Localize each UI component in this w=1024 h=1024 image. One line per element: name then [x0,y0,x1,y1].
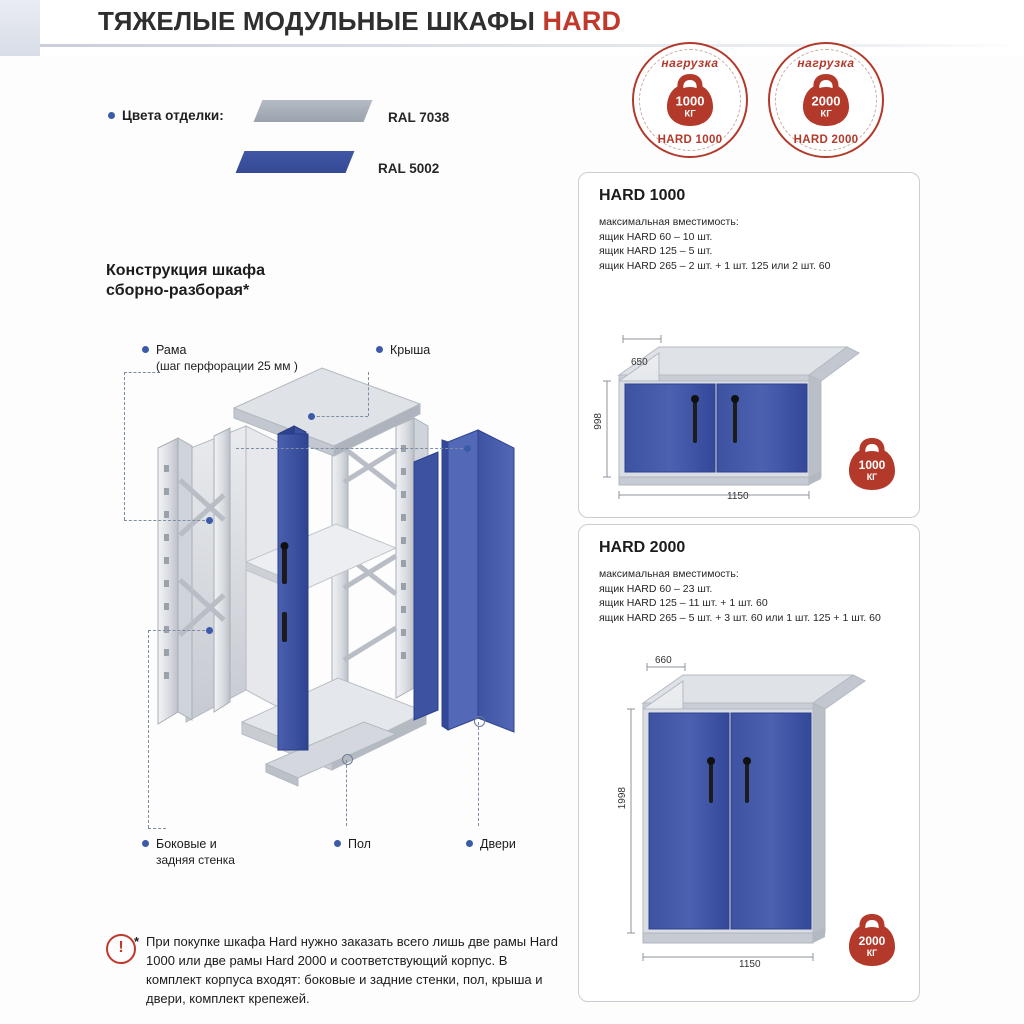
diagram-label-floor-text: Пол [348,837,371,851]
card-badge-text [841,459,903,483]
leader-line-roof [312,416,368,417]
footnote-star: * [134,934,140,949]
bullet-icon [142,346,149,353]
card-capacity-line: ящик HARD 265 – 2 шт. + 1 шт. 125 или 2 шт. 60 [599,259,831,272]
card-capacity [599,215,830,273]
construction-title [106,261,265,301]
seal-weight-unit: КГ [684,108,696,120]
seal-top-text: нагрузка [661,56,719,70]
page-title-accent: HARD [542,6,622,36]
bullet-icon [376,346,383,353]
seal-top-text: нагрузка [797,56,855,70]
seal-weight [634,94,746,120]
product-card-hard-2000 [578,524,920,1002]
leader-dot-frame [206,517,213,524]
card-badge-text [841,935,903,959]
dimension-height: 1998 [617,787,628,810]
diagram-label-frame-text: Рама [156,343,187,357]
dimension-width: 1150 [727,491,749,502]
diagram-label-roof-text: Крыша [390,343,431,357]
leader-line-frame-v [124,372,125,520]
card-badge-unit: КГ [866,472,878,482]
card-badge-1000 [841,433,903,495]
diagram-label-roof [376,342,430,358]
card-badge-weight: 2000 [858,934,886,948]
color-swatch-ral7038 [258,100,368,122]
leader-dot-roof [308,413,315,420]
footnote-text: При покупке шкафа Hard нужно заказать всего лишь две рамы Hard 1000 или две рамы Hard 2000 и соответствующий корпус. В комплект корпуса входят: боковые и задние стенки, пол, крыша и двери, комплект крепежей. [146,934,558,1006]
seal-weight [770,94,882,120]
exploded-diagram [96,330,576,890]
card-capacity-title: максимальная вместимость: [599,216,739,228]
color-swatch-ral5002 [240,151,350,173]
dimension-depth: 650 [631,357,648,368]
bullet-icon [108,112,115,119]
seal-weight-unit: КГ [820,108,832,120]
seal-weight-value: 1000 [675,93,705,109]
leader-line-sides-bottom [148,828,166,829]
card-badge-2000 [841,909,903,971]
page-title [98,6,621,37]
seal-bottom-text: HARD 2000 [793,134,859,146]
card-badge-weight: 1000 [858,458,886,472]
bullet-icon [466,840,473,847]
page-title-main: ТЯЖЕЛЫЕ МОДУЛЬНЫЕ ШКАФЫ [98,6,535,36]
color-swatch-ral5002-label: RAL 5002 [378,161,440,176]
bullet-icon [334,840,341,847]
diagram-label-floor [334,836,371,852]
diagram-label-sides-text2: задняя стенка [156,853,235,867]
seal-hard-2000 [768,42,884,158]
leader-line-door-mid [236,448,468,449]
dimension-height: 998 [593,413,604,430]
cabinet-exploded-illustration [96,330,576,890]
page-header [0,0,1024,56]
diagram-label-doors [466,836,516,852]
card-title: HARD 2000 [599,539,686,556]
leader-dot-door-mid [464,445,471,452]
construction-title-line2: сборно-разборая* [106,282,250,299]
leader-dot-doors [474,716,485,727]
card-capacity [599,567,881,625]
diagram-label-frame [142,342,298,374]
product-card-hard-1000 [578,172,920,518]
leader-line-floor-v [346,760,347,826]
seal-weight-value: 2000 [811,93,841,109]
card-capacity-line: ящик HARD 265 – 5 шт. + 3 шт. 60 или 1 шт. 125 + 1 шт. 60 [599,611,881,624]
leader-line-sides [148,630,210,631]
card-capacity-line: ящик HARD 60 – 23 шт. [599,582,713,595]
diagram-label-sides-text1: Боковые и [156,837,217,851]
color-swatch-ral7038-label: RAL 7038 [388,110,450,125]
leader-line-doors-v [478,722,479,826]
finish-colors-label-text: Цвета отделки: [122,108,224,123]
seal-hard-1000 [632,42,748,158]
leader-line-sides-v [148,630,149,828]
header-left-stripe [0,0,40,56]
leader-dot-sides [206,627,213,634]
card-capacity-line: ящик HARD 125 – 11 шт. + 1 шт. 60 [599,597,768,609]
construction-title-line1: Конструкция шкафа [106,262,265,279]
color-swatch-shape [254,100,373,122]
finish-colors-label [108,108,224,123]
leader-dot-floor [342,754,353,765]
diagram-label-frame-sub: (шаг перфорации 25 мм ) [156,359,298,373]
card-title: HARD 1000 [599,187,686,204]
card-capacity-line: ящик HARD 125 – 5 шт. [599,245,713,257]
card-capacity-title: максимальная вместимость: [599,568,739,580]
leader-line-roof-v [368,372,369,416]
card-badge-unit: КГ [866,948,878,958]
dimension-width: 1150 [739,959,761,970]
leader-line-frame [124,520,210,521]
seal-bottom-text: HARD 1000 [657,134,723,146]
diagram-label-sides [142,836,235,868]
color-swatch-shape [236,151,355,173]
header-underline [40,44,1020,47]
warning-icon: ! [106,934,136,964]
bullet-icon [142,840,149,847]
card-capacity-line: ящик HARD 60 – 10 шт. [599,230,713,243]
diagram-label-doors-text: Двери [480,837,516,851]
dimension-depth: 660 [655,655,672,666]
